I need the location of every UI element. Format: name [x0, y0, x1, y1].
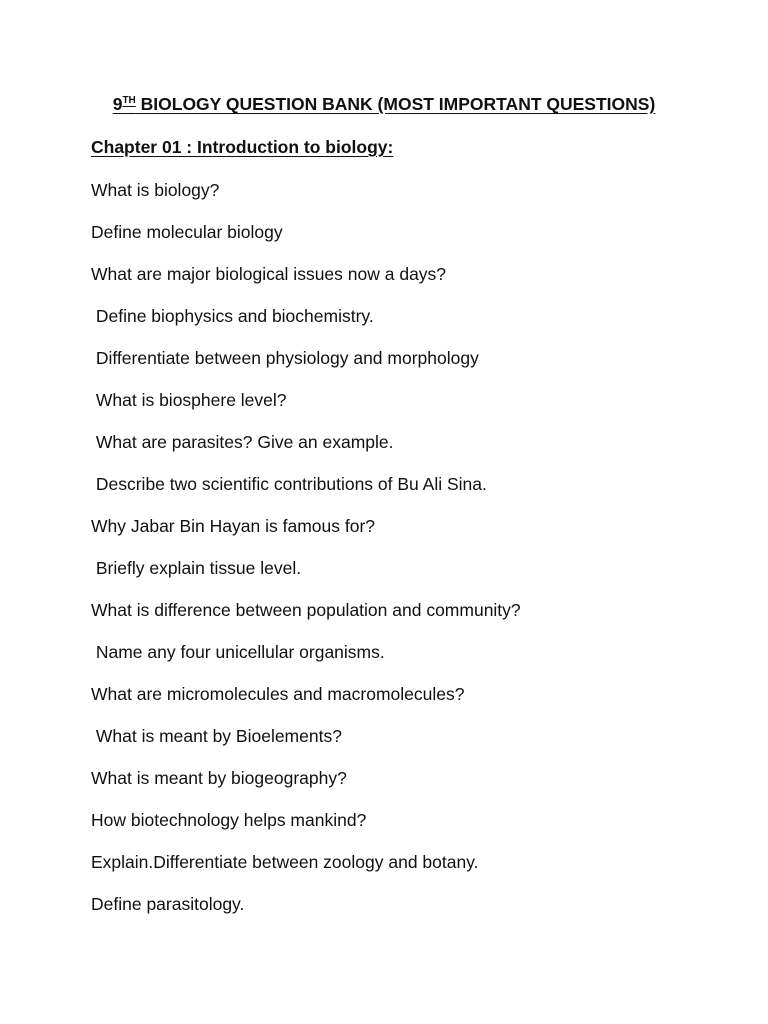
question-item: Explain.Differentiate between zoology and botany.	[91, 852, 479, 872]
question-item: Why Jabar Bin Hayan is famous for?	[91, 516, 376, 536]
question-list	[91, 179, 521, 935]
question-item: What are parasites? Give an example.	[91, 432, 394, 452]
question-item: What is meant by Bioelements?	[91, 726, 342, 746]
question-item: Briefly explain tissue level.	[91, 558, 302, 578]
question-item: What is meant by biogeography?	[91, 768, 347, 788]
question-item: What are micromolecules and macromolecules?	[91, 684, 465, 704]
question-item: What is biosphere level?	[91, 390, 287, 410]
question-item: What is difference between population and community?	[91, 600, 521, 620]
question-item: Define parasitology.	[91, 894, 245, 914]
question-item: Differentiate between physiology and morphology	[91, 348, 479, 368]
title-grade-superscript: TH	[122, 95, 136, 106]
question-item: What are major biological issues now a days?	[91, 264, 447, 284]
question-item: Describe two scientific contributions of Bu Ali Sina.	[91, 474, 487, 494]
page-title	[0, 94, 768, 115]
question-item: How biotechnology helps mankind?	[91, 810, 367, 830]
question-item: Define molecular biology	[91, 222, 283, 242]
question-item: Define biophysics and biochemistry.	[91, 306, 374, 326]
chapter-heading: Chapter 01 : Introduction to biology:	[91, 137, 394, 157]
title-grade-number: 9	[112, 94, 123, 114]
question-item: What is biology?	[91, 180, 220, 200]
title-text: BIOLOGY QUESTION BANK (MOST IMPORTANT QUESTIONS)	[135, 94, 656, 114]
question-item: Name any four unicellular organisms.	[91, 642, 385, 662]
